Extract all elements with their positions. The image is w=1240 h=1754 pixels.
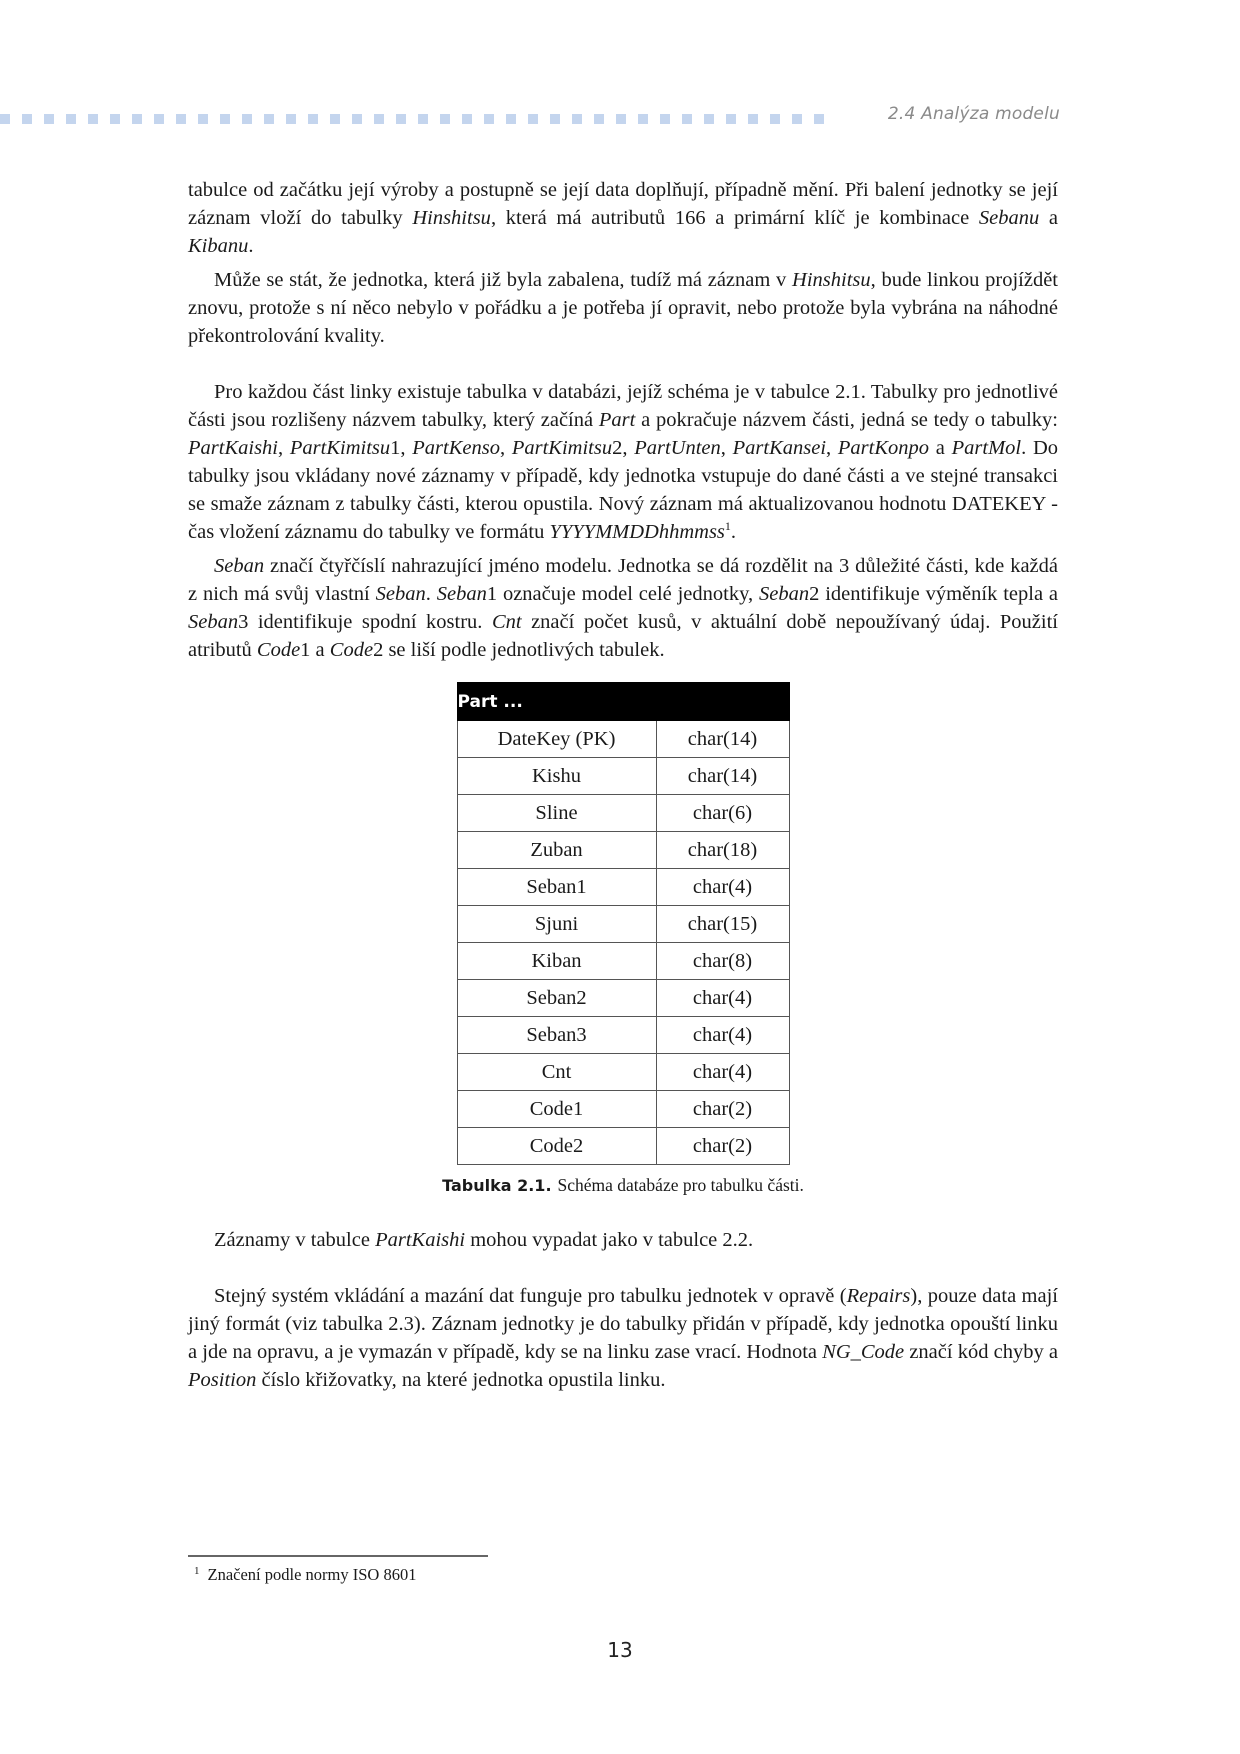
column-type: char(4) <box>656 1054 789 1091</box>
schema-table-figure <box>188 682 1058 1200</box>
table-row <box>457 832 789 869</box>
table-caption <box>442 1171 804 1200</box>
column-name: Sjuni <box>457 906 656 943</box>
text: Pro každou část linky existuje tabulka v databázi, jejíž schéma je v tabulce 2.1. Tabulky pro jednotlivé části jsou rozlišeny názvem tabulky, který začíná <box>188 381 1058 431</box>
text: 3 identifikuje spodní kostru. <box>238 611 492 633</box>
term: Seban <box>436 583 487 605</box>
term: Cnt <box>491 611 522 633</box>
text: Záznamy v tabulce <box>214 1229 376 1251</box>
term: Kibanu <box>188 235 249 257</box>
term: PartMol <box>951 437 1022 459</box>
term: YYYYMMDDhhmmss <box>549 521 725 543</box>
text: 2 se liší podle jednotlivých tabulek. <box>373 639 665 661</box>
column-name: Seban1 <box>457 869 656 906</box>
text: 2, <box>612 437 635 459</box>
text: , která má autributů 166 a primární klíč je kombinace <box>490 207 979 229</box>
text: . <box>425 583 437 605</box>
text: ), pouze data mají jiný formát (viz tabulka 2.3). Záznam jednotky je do tabulky přidán v případě, kdy jednotka opouští linku a jde na opravu, a je vymazán v případě, kdy se na linku zase vrací. Hodnota <box>188 1285 1058 1363</box>
column-name: DateKey (PK) <box>457 721 656 758</box>
text: , <box>826 437 838 459</box>
caption-text: Schéma databáze pro tabulku části. <box>557 1175 804 1195</box>
text: značí počet kusů, v aktuální době nepoužívaný údaj. Použití atributů <box>188 611 1058 661</box>
paragraph-2 <box>188 266 1058 350</box>
text: , <box>720 437 733 459</box>
paragraph-4 <box>188 552 1058 664</box>
term: Code <box>329 639 374 661</box>
running-head: 2.4 Analýza modelu <box>887 104 1060 124</box>
paragraph-3 <box>188 378 1058 546</box>
text: tabulce od začátku její výroby a postupně se její data doplňují, případně mění. Při balení jednotky se její záznam vloží do tabulky <box>188 179 1058 229</box>
term: Hinshitsu <box>792 269 871 291</box>
column-name: Cnt <box>457 1054 656 1091</box>
footnote <box>194 1565 416 1585</box>
term: PartKaishi <box>188 437 278 459</box>
term: Part <box>598 409 636 431</box>
page-header <box>0 104 1240 128</box>
column-type: char(18) <box>656 832 789 869</box>
footnote-ref[interactable]: 1 <box>724 519 731 534</box>
column-type: char(14) <box>656 721 789 758</box>
text: . <box>248 235 254 257</box>
term: Hinshitsu <box>412 207 491 229</box>
term: Seban <box>375 583 426 605</box>
text: Stejný systém vkládání a mazání dat funguje pro tabulku jednotek v opravě ( <box>214 1285 847 1307</box>
column-type: char(14) <box>656 758 789 795</box>
column-type: char(15) <box>656 906 789 943</box>
term: Seban <box>188 611 239 633</box>
table-row <box>457 869 789 906</box>
text: 2 identifikuje výměník tepla a <box>809 583 1059 605</box>
text: , bude linkou projíždět znovu, protože s ní něco nebylo v pořádku a je potřeba jí opravit, nebo protože byla vybrána na náhodné překontrolování kvality. <box>188 269 1058 347</box>
footnote-divider <box>188 1555 488 1557</box>
table-row <box>457 758 789 795</box>
text: značí kód chyby a <box>904 1341 1058 1363</box>
paragraph-1 <box>188 176 1058 260</box>
paragraph-6 <box>188 1282 1058 1394</box>
term: PartUnten <box>634 437 721 459</box>
column-name: Zuban <box>457 832 656 869</box>
term: PartKimitsu <box>511 437 613 459</box>
schema-table-header: Part ... <box>457 683 789 721</box>
table-row <box>457 1091 789 1128</box>
term: NG_Code <box>822 1341 905 1363</box>
term: Seban <box>759 583 810 605</box>
column-type: char(2) <box>656 1128 789 1165</box>
table-row <box>457 1054 789 1091</box>
text: 1 a <box>300 639 330 661</box>
text: , <box>499 437 512 459</box>
table-row <box>457 943 789 980</box>
term: Sebanu <box>978 207 1040 229</box>
column-type: char(4) <box>656 980 789 1017</box>
column-type: char(4) <box>656 869 789 906</box>
term: Position <box>188 1369 257 1391</box>
text: . <box>730 521 737 543</box>
column-name: Kiban <box>457 943 656 980</box>
column-name: Code2 <box>457 1128 656 1165</box>
column-name: Sline <box>457 795 656 832</box>
term: Repairs <box>846 1285 911 1307</box>
term: PartKaishi <box>375 1229 466 1251</box>
text: 1 označuje model celé jednotky, <box>486 583 760 605</box>
column-type: char(6) <box>656 795 789 832</box>
term: PartKimitsu <box>289 437 391 459</box>
caption-label: Tabulka 2.1. <box>442 1176 552 1195</box>
table-row <box>457 1128 789 1165</box>
text: Může se stát, že jednotka, která již byla zabalena, tudíž má záznam v <box>214 269 793 291</box>
body-text <box>188 176 1058 1394</box>
text: . Do tabulky jsou vkládany nové záznamy v případě, kdy jednotka vstupuje do dané části a ve stejné transakci se smaže záznam z tabulky části, kterou opustila. Nový záznam má aktualizovanou hodnotu DATEKEY - čas vložení záznamu do tabulky ve formátu <box>188 437 1059 543</box>
paragraph-5 <box>188 1226 1058 1254</box>
text: a <box>929 437 952 459</box>
term: PartKenso <box>412 437 500 459</box>
term: Seban <box>214 555 265 577</box>
column-type: char(4) <box>656 1017 789 1054</box>
footnote-text: Značení podle normy ISO 8601 <box>207 1565 417 1584</box>
table-row <box>457 721 789 758</box>
text: číslo křižovatky, na které jednotka opustila linku. <box>256 1369 666 1391</box>
term: PartKansei <box>732 437 827 459</box>
table-row <box>457 980 789 1017</box>
footnote-mark: 1 <box>194 1564 200 1577</box>
text: značí čtyřčíslí nahrazující jméno modelu. Jednotka se dá rozdělit na 3 důležité části, kde každá z nich má svůj vlastní <box>188 555 1058 605</box>
table-row <box>457 1017 789 1054</box>
column-name: Seban2 <box>457 980 656 1017</box>
column-type: char(2) <box>656 1091 789 1128</box>
term: PartKonpo <box>837 437 930 459</box>
text: a <box>1039 207 1059 229</box>
page-number: 13 <box>607 1638 633 1662</box>
column-name: Seban3 <box>457 1017 656 1054</box>
column-name: Code1 <box>457 1091 656 1128</box>
text: 1, <box>390 437 413 459</box>
text: , <box>278 437 290 459</box>
column-type: char(8) <box>656 943 789 980</box>
table-row <box>457 906 789 943</box>
term: Code <box>256 639 301 661</box>
decorative-dot-rule <box>0 114 830 124</box>
schema-table <box>457 682 790 1165</box>
column-name: Kishu <box>457 758 656 795</box>
text: a pokračuje názvem části, jedná se tedy o tabulky: <box>635 409 1058 431</box>
table-row <box>457 795 789 832</box>
text: mohou vypadat jako v tabulce 2.2. <box>465 1229 754 1251</box>
